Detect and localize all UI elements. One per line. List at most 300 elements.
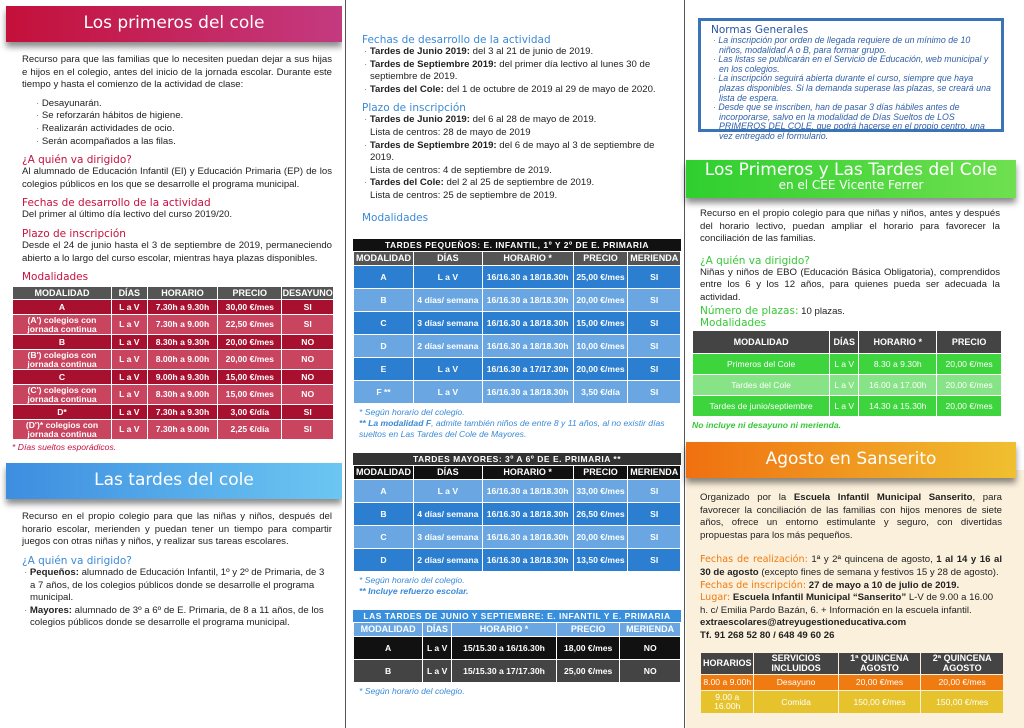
table-cell: A — [354, 637, 422, 659]
cee-body — [700, 208, 1000, 329]
column-header: MODALIDAD — [693, 331, 829, 353]
table-cell: L a V — [112, 350, 147, 369]
plazas-label: Número de plazas: — [700, 304, 799, 317]
column-header: HORARIOS — [701, 653, 753, 674]
table-cell: 20,00 €/mes — [937, 354, 1001, 374]
email-link[interactable]: extraescolares@atreyugestioneducativa.com — [700, 617, 907, 629]
heading-quien: ¿A quién va dirigido? — [700, 254, 810, 267]
table-cell: 26,50 €/mes — [574, 503, 628, 525]
table-header-row — [13, 287, 333, 299]
table-header-row — [354, 466, 680, 479]
text: , para favorecer la conciliación de las familias con hijos menores de siete años, ofrece un entorno estimulante y seguro, con divertidas propuestas para los más pequeños. — [700, 492, 1002, 541]
table-cell: L a V — [112, 420, 147, 439]
table-cell: 20,00 €/mes — [574, 358, 628, 380]
normas-title: Normas Generales — [711, 24, 809, 36]
column-header: DÍAS — [414, 466, 482, 479]
table-cell: L a V — [112, 370, 147, 384]
table-cell: 15/15.30 a 17/17.30h — [452, 660, 556, 682]
realizacion — [700, 554, 1002, 579]
table-cell: C — [354, 526, 413, 548]
table-cell: L a V — [830, 375, 858, 395]
list-item — [362, 46, 680, 59]
list-item: · Las listas se publicarán en el Servicio de Educación, web municipal y en los colegios. — [711, 55, 991, 74]
agosto-table-wrap — [700, 652, 1004, 714]
table-cell: 16/16.30 a 17/17.30h — [483, 358, 573, 380]
table-cell: SI — [628, 312, 680, 334]
table-cell: 15/15.30 a 16/16.30h — [452, 637, 556, 659]
table-cell: 20,00 €/mes — [937, 396, 1001, 416]
table-cell: 8.30h a 9.00h — [148, 385, 218, 404]
table-cell: E — [354, 358, 413, 380]
column-primeros-tardes — [0, 0, 342, 728]
table-cell: 2,25 €/día — [218, 420, 281, 439]
table-cell: SI — [628, 503, 680, 525]
note-bold: ** La modalidad F — [359, 418, 432, 428]
table-cell: L a V — [423, 637, 451, 659]
table-cell: 8.30h a 9.30h — [148, 335, 218, 349]
table-cell: (B') colegios con jornada continua — [13, 350, 111, 369]
heading-modalidades: Modalidades — [362, 211, 429, 224]
quien-text: Al alumnado de Educación Infantil (EI) y Educación Primaria (EP) de los colegios públicos en los que se desarrolle el programa municipal. — [22, 166, 332, 190]
table-cell: 16/16.30 a 18/18.30h — [483, 289, 573, 311]
table-cell: 33,00 €/mes — [574, 480, 628, 502]
table-cell: 25,00 €/mes — [557, 660, 619, 682]
table-header-row — [701, 653, 1003, 674]
table-cell: NO — [282, 350, 333, 369]
table-row — [13, 315, 333, 334]
table-cell: SI — [282, 315, 333, 334]
table-cell: 16/16.30 a 18/18.30h — [483, 335, 573, 357]
column-header: HORARIO * — [483, 252, 573, 265]
table-cell: SI — [628, 549, 680, 571]
heading-plazo: Plazo de inscripción — [362, 102, 466, 115]
column-header: HORARIO * — [452, 623, 556, 636]
text-bold: 27 de mayo a 10 de julio de 2019. — [806, 579, 960, 591]
table-caption: LAS TARDES DE JUNIO Y SEPTIEMBRE: E. INFANTIL Y E. PRIMARIA — [353, 610, 681, 622]
text-bold: Escuela Infantil Municipal “Sanserito” — [730, 592, 907, 604]
table-cell: L a V — [414, 358, 482, 380]
section-subtitle: en el CEE Vicente Ferrer — [778, 178, 924, 192]
table-cell: B — [354, 503, 413, 525]
table-cell: D* — [13, 405, 111, 419]
table-cell: NO — [620, 660, 680, 682]
column-header: DÍAS — [830, 331, 858, 353]
list-item — [22, 605, 332, 630]
table-cell: 7.30h a 9.00h — [148, 315, 218, 334]
table-caption: TARDES MAYORES: 3º A 6º DE E. PRIMARIA ** — [353, 453, 681, 465]
list-item — [362, 84, 680, 97]
note: * Según horario del colegio. — [359, 575, 465, 585]
table-row — [693, 396, 1001, 416]
tardes-body — [0, 511, 342, 630]
section-title: Los Primeros y Las Tardes del Cole — [704, 160, 998, 180]
item-text: del 1 de octubre de 2019 al 29 de mayo de 2020. — [443, 83, 656, 95]
banner-agosto — [686, 442, 1016, 478]
table-cell: 20,00 €/mes — [218, 335, 281, 349]
table-row — [693, 354, 1001, 374]
text: 1ª y 2ª quincena de agosto, — [807, 554, 937, 566]
table-cell: Primeros del Cole — [693, 354, 829, 374]
table-row — [701, 691, 1003, 713]
table-row — [13, 350, 333, 369]
table-cell: L a V — [830, 396, 858, 416]
intro-text: Recurso en el propio colegio para que niñas y niños, antes y después del horario lectivo, puedan ampliar el horario para favorecer la conciliación de las familias. — [700, 208, 1000, 245]
plazas — [700, 305, 1000, 317]
section-title: Las tardes del cole — [94, 470, 254, 491]
table-cell: Comida — [754, 691, 837, 713]
table-header-row — [693, 331, 1001, 353]
table-row — [354, 312, 680, 334]
list-item: · Realizarán actividades de ocio. — [34, 123, 332, 136]
table-cell: 20,00 €/mes — [921, 675, 1003, 690]
table-cell: F ** — [354, 381, 413, 403]
table-cell: 2 días/ semana — [414, 549, 482, 571]
banner-cee — [686, 160, 1016, 198]
table-cell: C — [354, 312, 413, 334]
section-title: Los primeros del cole — [83, 13, 265, 33]
intro-text: Recurso para que las familias que lo necesiten puedan dejar a sus hijas e hijos en el colegio, antes del inicio de la jornada escolar. Durante este tiempo y hasta el comienzo de la actividad de clase: — [22, 54, 332, 91]
pequenos-wrap — [353, 239, 681, 440]
table-cell: 30,00 €/mes — [218, 300, 281, 314]
heading-plazo: Plazo de inscripción — [22, 227, 126, 240]
table-row — [354, 480, 680, 502]
item-label: Pequeños: — [29, 566, 79, 578]
table-cell: L a V — [112, 385, 147, 404]
column-header: MODALIDAD — [356, 467, 411, 477]
item-text: del 3 al 21 de junio de 2019. — [469, 46, 594, 57]
table-cell: SI — [282, 420, 333, 439]
item-text: alumnado de Educación Infantil, 1º y 2º de Primaria, de 3 a 7 años, de los colegios públicos donde se desarrolle el programa municipal. — [30, 566, 325, 604]
lista-centros: Lista de centros: 28 de mayo de 2019 — [370, 126, 531, 138]
table-cell: SI — [628, 358, 680, 380]
column-header: PRECIO — [218, 287, 281, 299]
table-cell: 8.00 a 9.00h — [701, 675, 753, 690]
column-tardes-detalle — [345, 0, 685, 728]
table-cell: 7.30h a 9.30h — [148, 300, 218, 314]
table-header-row — [354, 252, 680, 265]
intro-text: Recurso en el propio colegio para que las niñas y niños, después del horario escolar, merienden y puedan tener un tiempo para compartir juegos con otras niñas y niños, y realizar sus tareas escolares. — [22, 511, 332, 548]
banner-primeros — [6, 6, 342, 42]
table-row — [701, 675, 1003, 690]
text: (excepto fines de semana y festivos 15 y 28 de agosto). — [758, 566, 999, 578]
table-cell: 20,00 €/mes — [574, 526, 628, 548]
column-header: HORARIO — [148, 287, 218, 299]
table-cell: SI — [628, 266, 680, 288]
table-cell: A — [354, 266, 413, 288]
bullet-list — [22, 567, 332, 630]
column-header: PRECIO — [937, 331, 1001, 353]
table-cell: L a V — [423, 660, 451, 682]
column-header: MODALIDAD — [13, 287, 111, 299]
table-cell: 7.30h a 9.00h — [148, 420, 218, 439]
table-cell: 20,00 €/mes — [937, 375, 1001, 395]
table-cell: B — [13, 335, 111, 349]
table-cell: 4 días/ semana — [414, 289, 482, 311]
table-cell: L a V — [112, 335, 147, 349]
table-cell: 150,00 €/mes — [839, 691, 921, 713]
table-row — [693, 375, 1001, 395]
table-row — [13, 420, 333, 439]
table-cell: 22,50 €/mes — [218, 315, 281, 334]
plazo-text: Desde el 24 de junio hasta el 3 de septiembre de 2019, permaneciendo abierto a lo largo del curso escolar, mientras haya plazas disponibles. — [22, 239, 332, 264]
table-cell: 3,00 €/día — [218, 405, 281, 419]
table-cell: SI — [282, 405, 333, 419]
table-cell: SI — [628, 480, 680, 502]
fechas-text: Del primer al último día lectivo del curso 2019/20. — [22, 209, 233, 221]
table-cell: Tardes de junio/septiembre — [693, 396, 829, 416]
column-header: MERIENDA — [630, 253, 679, 263]
table-row — [354, 335, 680, 357]
table-cell: 16/16.30 a 18/18.30h — [483, 381, 573, 403]
table-caption: TARDES PEQUEÑOS: E. INFANTIL, 1º Y 2º DE E. PRIMARIA — [353, 239, 681, 251]
text: Organizado por la — [700, 492, 794, 503]
list-item — [22, 567, 332, 605]
list-item — [362, 140, 680, 178]
list-item — [362, 114, 680, 139]
table-cell: 4 días/ semana — [414, 503, 482, 525]
column-header: MODALIDAD — [354, 623, 422, 636]
column-header: HORARIO * — [859, 331, 936, 353]
table-cell: (C') colegios con jornada continua — [13, 385, 111, 404]
mayores-table — [353, 453, 681, 572]
plazo-list — [362, 114, 680, 202]
table-row — [13, 370, 333, 384]
lugar — [700, 592, 1002, 617]
list-item: · Desayunarán. — [34, 98, 332, 111]
normas-list — [711, 36, 991, 142]
cee-table — [692, 330, 1002, 417]
junio-table — [353, 610, 681, 683]
table-cell: C — [13, 370, 111, 384]
table-cell: 16/16.30 a 18/18.30h — [483, 526, 573, 548]
table-row — [354, 289, 680, 311]
column-header: MERIENDA — [630, 467, 679, 477]
table-cell: A — [13, 300, 111, 314]
item-text: del 6 al 28 de mayo de 2019. — [469, 114, 597, 126]
note: * Según horario del colegio. — [359, 407, 465, 417]
table-cell: 16.00 a 17.00h — [859, 375, 936, 395]
item-label: Tardes de Junio 2019: — [369, 46, 470, 57]
table-cell: (D')* colegios con jornada continua — [13, 420, 111, 439]
note-text: , admite también niños de entre 8 y 11 años, al no existir días sueltos en Las Tardes del Cole de Mayores. — [359, 418, 665, 439]
column-header: DESAYUNO — [282, 288, 333, 299]
table-cell: 9.00h a 9.30h — [148, 370, 218, 384]
table-cell: Desayuno — [754, 675, 837, 690]
column-header: 2ª QUINCENA AGOSTO — [921, 653, 1003, 674]
agosto-table — [700, 652, 1004, 714]
heading-quien: ¿A quién va dirigido? — [22, 554, 132, 567]
item-label: Tardes de Septiembre 2019: — [369, 139, 497, 151]
lista-centros: Lista de centros: 25 de septiembre de 2019. — [370, 189, 558, 201]
list-item: · Desde que se inscriben, han de pasar 3 días hábiles antes de incorporarse, salvo en la modalidad de Días Sueltos de LOS PRIMEROS DEL COLE, que podrá hacerse en el propio centro, una vez entregado el formulario. — [711, 103, 991, 141]
primeros-table-wrap — [0, 286, 342, 453]
table-row — [13, 335, 333, 349]
table-header-row — [354, 623, 680, 636]
note — [359, 418, 681, 440]
table-cell: 16/16.30 a 18/18.30h — [483, 266, 573, 288]
table-cell: L a V — [830, 354, 858, 374]
column-header: DÍAS — [414, 252, 482, 265]
column-header: DÍAS — [423, 623, 451, 636]
table-cell: 8.00h a 9.00h — [148, 350, 218, 369]
table-cell: 15,00 €/mes — [218, 370, 281, 384]
table-row — [354, 358, 680, 380]
heading-quien: ¿A quién va dirigido? — [22, 154, 132, 167]
item-label: Mayores: — [29, 604, 72, 616]
table-cell: 3 días/ semana — [414, 526, 482, 548]
table-cell: SI — [628, 381, 680, 403]
inscripcion — [700, 580, 1002, 593]
table-cell: 16/16.30 a 18/18.30h — [483, 549, 573, 571]
note: No incluye ni desayuno ni merienda. — [692, 420, 841, 430]
item-text: del primer día lectivo al lunes 30 de septiembre de 2019. — [370, 58, 651, 83]
item-label: Tardes de Junio 2019: — [369, 114, 470, 126]
table-cell: 10,00 €/mes — [574, 335, 628, 357]
normas-box — [698, 18, 1004, 141]
plazas-value: 10 plazas. — [798, 305, 845, 317]
list-item: · Se reforzarán hábitos de higiene. — [34, 110, 332, 123]
heading-modalidades: Modalidades — [700, 316, 767, 329]
item-label: Tardes del Cole: — [369, 83, 444, 95]
list-item: · La inscripción seguirá abierta durante el curso, siempre que haya plazas disponibles. Si la demanda superase las plazas, se creará una lista de espera. — [711, 74, 991, 103]
table-cell: D — [354, 549, 413, 571]
table-cell: 8.30 a 9.30h — [859, 354, 936, 374]
table-cell: (A') colegios con jornada continua — [13, 315, 111, 334]
table-cell: 3,50 €/día — [574, 381, 628, 403]
table-row — [354, 266, 680, 288]
table-cell: 3 días/ semana — [414, 312, 482, 334]
table-cell: B — [354, 660, 422, 682]
cee-table-wrap — [692, 330, 1002, 431]
label: Lugar: — [700, 592, 731, 604]
table-row — [354, 381, 680, 403]
table-row — [354, 660, 680, 682]
quien-text: Niñas y niños de EBO (Educación Básica Obligatoria), comprendidos entre los 6 y los 12 años, para quienes pueda ser adecuada la actividad. — [700, 266, 1000, 303]
lista-centros: Lista de centros: 4 de septiembre de 2019. — [370, 164, 552, 176]
column-header: 1ª QUINCENA AGOSTO — [839, 653, 921, 674]
item-label: Tardes del Cole: — [369, 177, 444, 189]
table-cell: D — [354, 335, 413, 357]
table-cell: L a V — [414, 381, 482, 403]
column-cee-agosto — [686, 0, 1024, 728]
table-cell: NO — [282, 335, 333, 349]
column-header: PRECIO — [574, 252, 628, 265]
column-header: HORARIO * — [483, 466, 573, 479]
school-name: Escuela Infantil Municipal Sanserito — [793, 492, 973, 503]
table-cell: 15,00 €/mes — [218, 385, 281, 404]
table-cell: 16/16.30 a 18/18.30h — [483, 480, 573, 502]
table-cell: 20,00 €/mes — [839, 675, 921, 690]
column-flow — [0, 6, 342, 728]
column-header: MODALIDAD — [356, 253, 411, 263]
table-cell: L a V — [414, 266, 482, 288]
bullet-list — [34, 98, 332, 148]
junio-wrap — [353, 610, 681, 697]
section-title: Agosto en Sanserito — [765, 449, 937, 469]
table-row — [13, 405, 333, 419]
table-cell: 13,50 €/mes — [574, 549, 628, 571]
table-cell: L a V — [112, 315, 147, 334]
column-header: PRECIO — [574, 466, 628, 479]
column-header: SERVICIOS INCLUIDOS — [754, 653, 837, 674]
table-cell: NO — [620, 637, 680, 659]
table-cell: L a V — [112, 405, 147, 419]
table-cell: 25,00 €/mes — [574, 266, 628, 288]
table-cell: L a V — [414, 480, 482, 502]
phone: Tf. 91 268 52 80 / 648 49 60 26 — [700, 629, 835, 641]
table-cell: NO — [282, 370, 333, 384]
note: * Según horario del colegio. — [359, 686, 465, 696]
label: Fechas de inscripción: — [700, 579, 807, 591]
intro-text — [700, 492, 1002, 542]
table-row — [354, 549, 680, 571]
table-row — [354, 526, 680, 548]
pequenos-table — [353, 239, 681, 404]
primeros-body — [0, 54, 342, 283]
table-cell: 7.30h a 9.30h — [148, 405, 218, 419]
table-row — [13, 385, 333, 404]
table-cell: 18,00 €/mes — [557, 637, 619, 659]
table-cell: SI — [628, 526, 680, 548]
text-bold: 1 al 14 y 16 al 30 de agosto — [700, 554, 1003, 578]
item-text: alumnado de 3º a 6º de E. Primaria, de 8 a 11 años, de los colegios públicos donde se desarrolle el programa municipal. — [30, 604, 324, 629]
table-row — [13, 300, 333, 314]
table-row — [354, 503, 680, 525]
column-header: DÍAS — [112, 287, 147, 299]
column-header: MERIENDA — [620, 623, 680, 636]
table-cell: 16/16.30 a 18/18.30h — [483, 503, 573, 525]
list-item — [362, 59, 680, 84]
list-item — [362, 177, 680, 202]
table-cell: B — [354, 289, 413, 311]
heading-fechas: Fechas de desarrollo de la actividad — [22, 197, 211, 210]
heading-modalidades: Modalidades — [22, 271, 89, 284]
primeros-table — [12, 286, 334, 440]
list-item: · Serán acompañados a las filas. — [34, 136, 332, 149]
label: Fechas de realización: — [700, 554, 808, 566]
heading-fechas: Fechas de desarrollo de la actividad — [362, 34, 551, 46]
table-cell: 14.30 a 15.30h — [859, 396, 936, 416]
table-cell: L a V — [112, 300, 147, 314]
table-cell: A — [354, 480, 413, 502]
table-cell: 2 días/ semana — [414, 335, 482, 357]
table-row — [354, 637, 680, 659]
list-item: · La inscripción por orden de llegada requiere de un mínimo de 10 niños, modalidad A o B, para formar grupo. — [711, 36, 991, 55]
tardes-dates — [362, 34, 680, 224]
mayores-wrap — [353, 453, 681, 597]
banner-tardes — [6, 463, 342, 499]
table-cell: 9.00 a 16.00h — [701, 691, 753, 713]
table-cell: SI — [282, 300, 333, 314]
table-cell: SI — [628, 335, 680, 357]
agosto-body — [700, 492, 1002, 643]
note: ** Incluye refuerzo escolar. — [359, 586, 469, 596]
footnote: * Días sueltos esporádicos. — [12, 442, 117, 453]
table-cell: 150,00 €/mes — [921, 691, 1003, 713]
table-cell: 16/16.30 a 18/18.30h — [483, 312, 573, 334]
item-label: Tardes de Septiembre 2019: — [369, 58, 497, 70]
table-cell: NO — [282, 385, 333, 404]
table-cell: 15,00 €/mes — [574, 312, 628, 334]
table-cell: SI — [628, 289, 680, 311]
fechas-list — [362, 46, 680, 96]
table-cell: Tardes del Cole — [693, 375, 829, 395]
item-text: del 6 de mayo al 3 de septiembre de 2019. — [370, 139, 655, 164]
column-header: PRECIO — [557, 623, 619, 636]
table-cell: 20,00 €/mes — [218, 350, 281, 369]
table-cell: 20,00 €/mes — [574, 289, 628, 311]
item-text: del 2 al 25 de septiembre de 2019. — [443, 177, 595, 189]
